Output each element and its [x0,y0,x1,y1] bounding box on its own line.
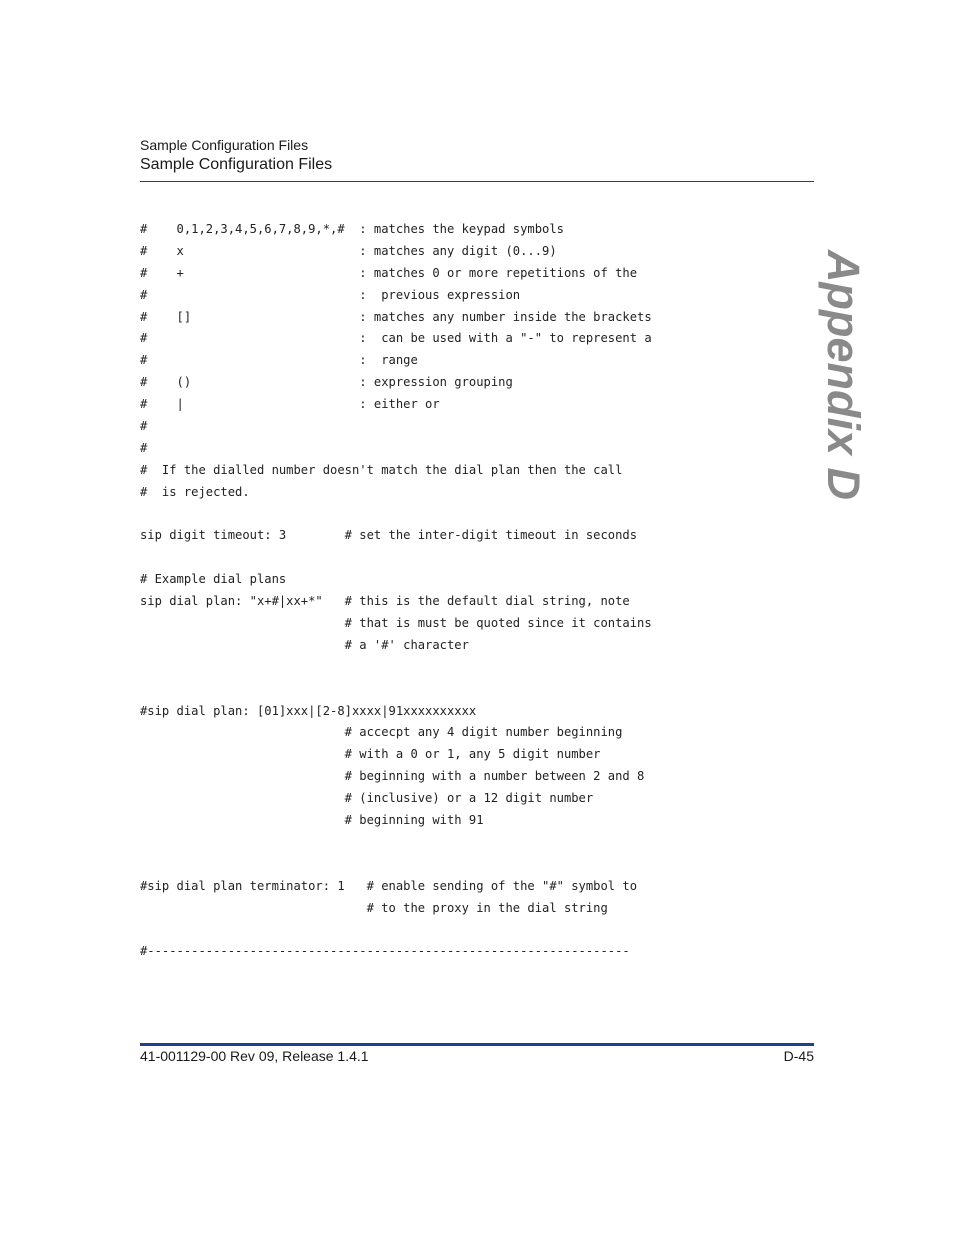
code-line: # with a 0 or 1, any 5 digit number [140,747,601,762]
code-line: sip dial plan: "x+#|xx+*" # this is the default dial string, note [140,594,630,609]
appendix-side-tab: Appendix D [818,250,869,501]
code-line: # () : expression grouping [140,375,513,390]
footer-divider [140,1043,814,1046]
code-line: # Example dial plans [140,572,287,587]
footer-page-number: D-45 [783,1048,814,1064]
code-line: # that is must be quoted since it contains [140,616,652,631]
code-line: # [] : matches any number inside the brackets [140,309,652,324]
page-section-title: Sample Configuration Files [140,156,333,173]
code-line: # : previous expression [140,287,521,302]
code-line: # beginning with a number between 2 and 8 [140,769,645,784]
code-line: # : range [140,353,418,368]
header-divider [140,181,814,182]
code-line: # | : either or [140,397,440,412]
code-line: #sip dial plan: [01]xxx|[2-8]xxxx|91xxxxxxxxxx [140,703,477,718]
code-line: #sip dial plan terminator: 1 # enable sending of the "#" symbol to [140,878,638,893]
code-line: # to the proxy in the dial string [140,900,608,915]
code-line [140,547,652,569]
running-header-section: Sample Configuration Files [140,137,309,153]
config-code-block [140,219,652,963]
code-line [140,854,652,876]
footer-document-id: 41-001129-00 Rev 09, Release 1.4.1 [140,1048,369,1064]
code-line: # (inclusive) or a 12 digit number [140,791,594,806]
code-line: # If the dialled number doesn't match the dial plan then the call [140,462,623,477]
code-line [140,679,652,701]
code-line: # 0,1,2,3,4,5,6,7,8,9,*,# : matches the keypad symbols [140,222,564,236]
code-line: # accecpt any 4 digit number beginning [140,725,623,740]
code-line: #------------------------------------------------------------------ [140,944,630,959]
code-line: # [140,440,148,455]
code-line: sip digit timeout: 3 # set the inter-digit timeout in seconds [140,528,638,543]
code-line: # a '#' character [140,637,469,652]
code-line: # x : matches any digit (0...9) [140,243,557,258]
code-line: # beginning with 91 [140,813,484,828]
code-line [140,920,652,942]
code-line [140,832,652,854]
code-line [140,657,652,679]
code-line: # is rejected. [140,484,250,499]
code-line [140,504,652,526]
code-line: # : can be used with a "-" to represent a [140,331,652,346]
code-line: # [140,419,148,434]
code-line: # + : matches 0 or more repetitions of the [140,265,638,280]
